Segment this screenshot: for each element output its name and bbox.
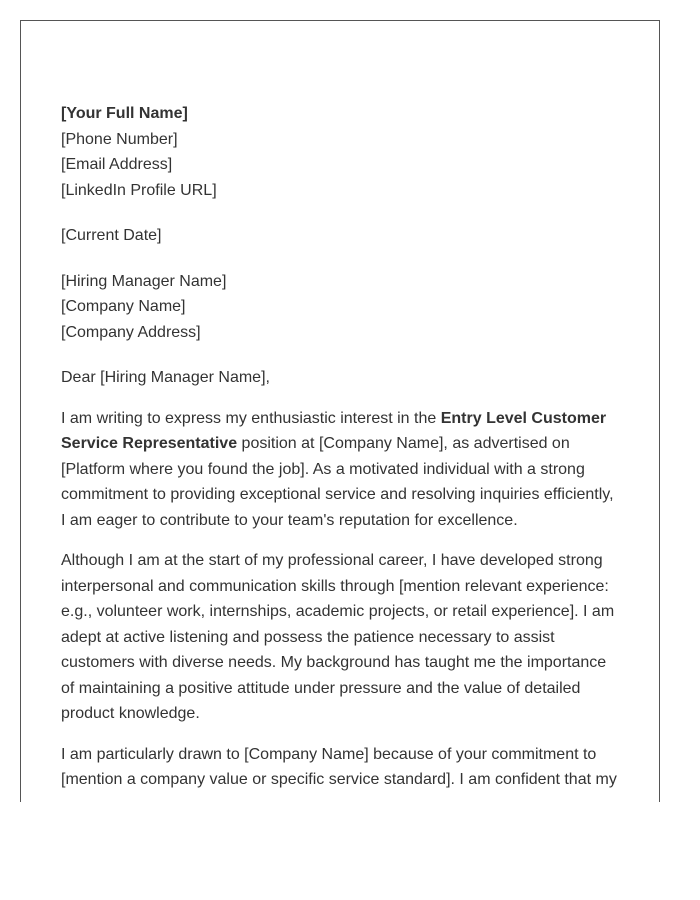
sender-email: [Email Address] — [61, 156, 173, 173]
recipient-block — [61, 269, 621, 346]
salutation — [61, 365, 621, 391]
paragraph-3: I am particularly drawn to [Company Name] because of your commitment to [mention a company value or specific service standard]. I am confident that my — [61, 745, 617, 788]
paragraph-1-after: position at [Company Name], as advertised on [Platform where you found the job]. As a motivated individual with a strong commitment to providing exceptional service and resolving inquiries efficiently, I am eager to contribute to your team's reputation for excellence. — [61, 435, 614, 529]
recipient-manager: [Hiring Manager Name] — [61, 272, 227, 290]
letter-content — [61, 101, 621, 793]
paragraph-1-before: I am writing to express my enthusiastic interest in the — [61, 409, 441, 427]
recipient-company: [Company Name] — [61, 298, 186, 315]
letter-date: [Current Date] — [61, 227, 162, 244]
sender-linkedin: [LinkedIn Profile URL] — [61, 181, 217, 199]
letter-page — [20, 20, 660, 802]
sender-phone: [Phone Number] — [61, 130, 178, 148]
recipient-address: [Company Address] — [61, 323, 201, 341]
sender-name: [Your Full Name] — [61, 105, 188, 122]
paragraph-1 — [61, 406, 621, 534]
date-block — [61, 223, 621, 249]
paragraph-2: Although I am at the start of my professional career, I have developed strong interpersonal and communication skills through [mention relevant experience: e.g., volunteer work, internships, academic projects, or retail experience]. I am adept at active listening and possess the patience necessary to assist customers with diverse needs. My background has taught me the importance of maintaining a positive attitude under pressure and the value of detailed product knowledge. — [61, 552, 615, 722]
salutation-text: Dear [Hiring Manager Name], — [61, 369, 270, 386]
job-title: Entry Level Customer Service Representative — [61, 409, 607, 452]
sender-block — [61, 101, 621, 203]
